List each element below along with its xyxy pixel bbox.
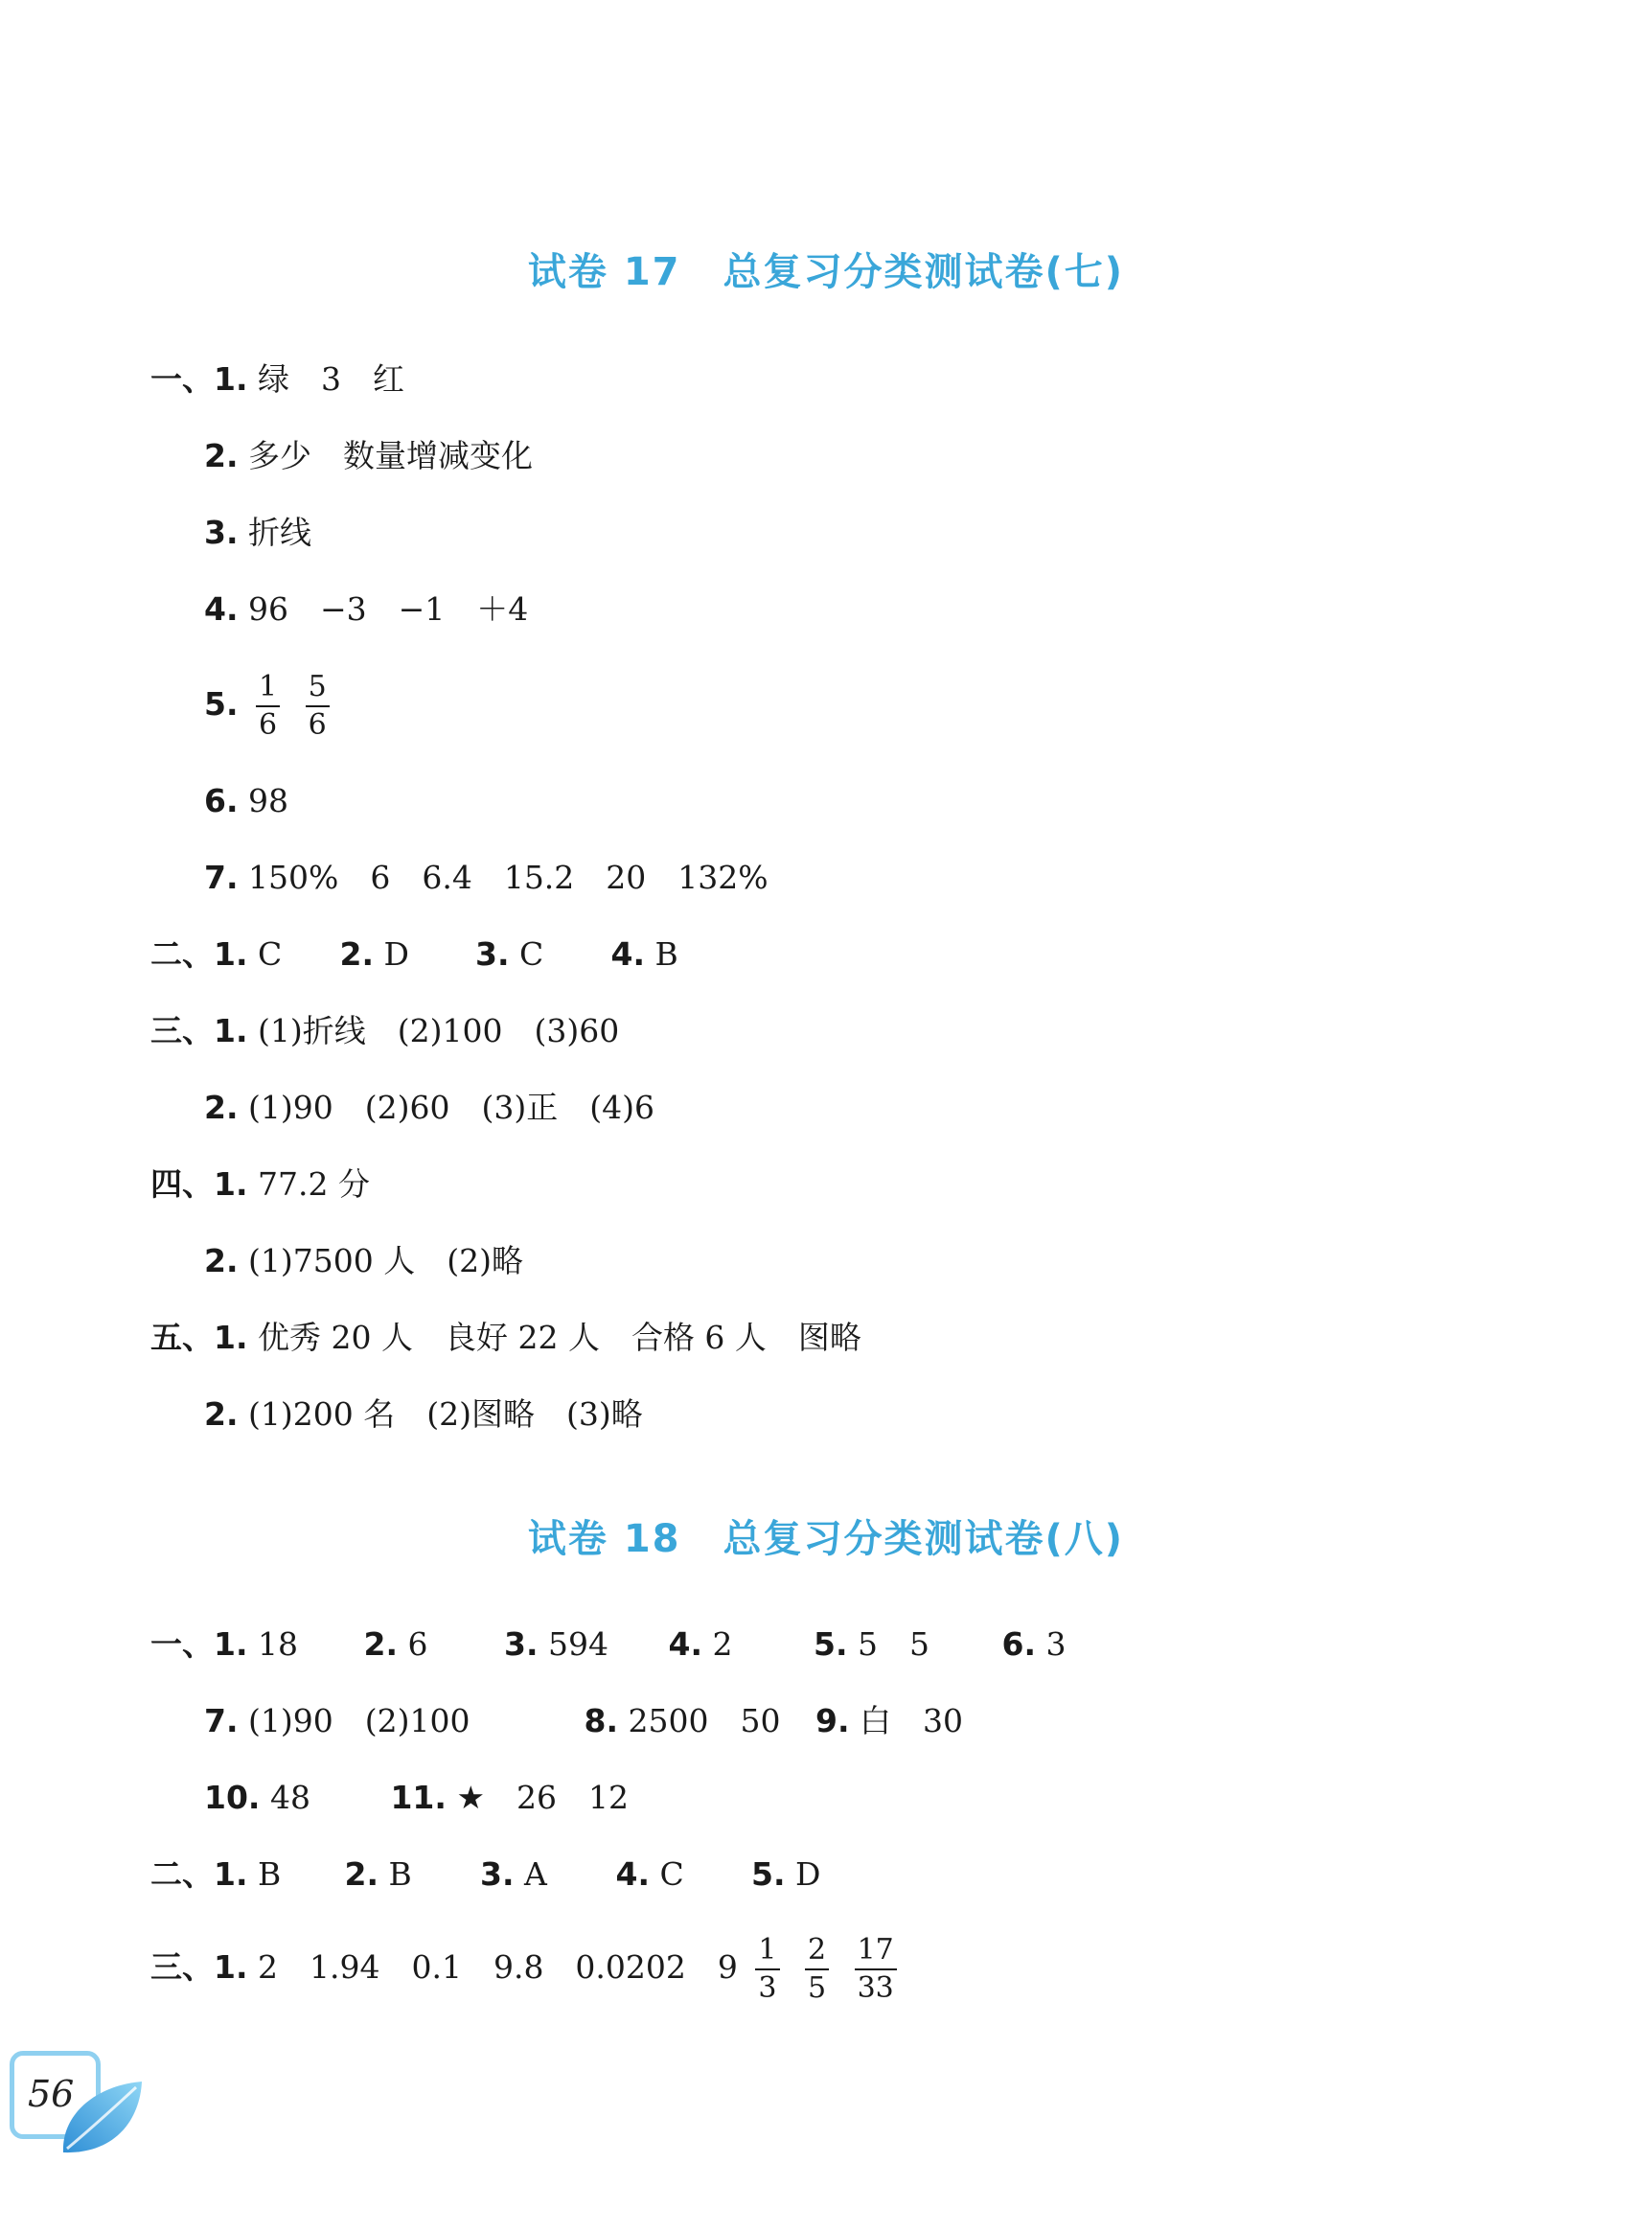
item-label: 三、1.	[150, 1948, 248, 1986]
answer-text: 2500 50	[628, 1702, 781, 1739]
answer-line-18-3-1	[150, 1932, 905, 2007]
answer-line-1-2	[204, 437, 533, 475]
item-label: 5.	[814, 1625, 848, 1663]
leaf-icon	[57, 2076, 146, 2158]
fraction: $\frac{5}{6}$	[306, 669, 330, 744]
page-number: 56	[28, 2073, 75, 2115]
answer-text: 绿 3 红	[258, 360, 404, 398]
answer-text: 3	[1045, 1625, 1067, 1663]
item-label: 5.	[751, 1855, 786, 1893]
answer-line-4-2	[204, 1242, 523, 1280]
section-18-title	[0, 1508, 1652, 1563]
item-label: 3.	[504, 1625, 539, 1663]
answer-text: (1)90 (2)60 (3)正 (4)6	[248, 1089, 654, 1126]
answer-line-18-2-1	[150, 1855, 820, 1894]
fraction: $\frac{2}{5}$	[805, 1932, 829, 2007]
item-label: 2.	[339, 935, 374, 973]
answer-text: B	[388, 1855, 412, 1893]
item-label: 11.	[390, 1779, 447, 1816]
answer-text: C	[519, 935, 544, 973]
section-18-number: 试卷 18	[527, 1517, 681, 1561]
item-label: 一、1.	[150, 360, 248, 398]
item-label: 2.	[204, 1242, 239, 1279]
item-label: 3.	[480, 1855, 515, 1893]
answer-line-3-2	[204, 1089, 654, 1127]
item-label: 3.	[475, 935, 510, 973]
section-17-number: 试卷 17	[527, 250, 681, 294]
answer-line-4-1	[150, 1165, 370, 1204]
item-label: 五、1.	[150, 1319, 248, 1356]
item-label: 2.	[204, 1395, 239, 1433]
answer-text: 98	[248, 782, 288, 819]
answer-text: (1)90 (2)100	[248, 1702, 470, 1739]
item-label: 一、1.	[150, 1625, 248, 1663]
fraction: $\frac{1}{6}$	[256, 669, 280, 744]
answer-text: B	[258, 1855, 282, 1893]
item-label: 2.	[344, 1855, 379, 1893]
item-label: 5.	[204, 685, 239, 723]
section-17-title	[0, 242, 1652, 296]
answer-line-18-1-10	[204, 1779, 629, 1817]
item-label: 9.	[815, 1702, 850, 1739]
item-label: 二、1.	[150, 1855, 248, 1893]
item-label: 三、1.	[150, 1012, 248, 1049]
answer-text: 折线	[248, 514, 311, 551]
item-label: 7.	[204, 1702, 239, 1739]
item-label: 10.	[204, 1779, 261, 1816]
answer-text: (1)200 名 (2)图略 (3)略	[248, 1395, 643, 1433]
answer-text: 多少 数量增减变化	[248, 437, 533, 474]
fraction: $\frac{1}{3}$	[755, 1932, 779, 2007]
answer-text: 5 5	[858, 1625, 929, 1663]
item-label: 2.	[204, 1089, 239, 1126]
answer-line-1-1	[150, 360, 404, 399]
fraction: $\frac{17}{33}$	[855, 1932, 897, 2007]
answer-text: D	[383, 935, 409, 973]
answer-text: A	[524, 1855, 547, 1893]
answer-text: C	[258, 935, 283, 973]
answer-line-1-5	[204, 669, 337, 744]
answer-text: (1)折线 (2)100 (3)60	[258, 1012, 620, 1049]
answer-line-5-2	[204, 1395, 643, 1434]
answer-text: 96 −3 −1 ＋4	[248, 590, 529, 628]
item-label: 7.	[204, 859, 239, 896]
answer-text: ★ 26 12	[456, 1779, 630, 1816]
answer-text: 48	[269, 1779, 310, 1816]
item-label: 2.	[204, 437, 239, 474]
answer-text: 150% 6 6.4 15.2 20 132%	[248, 859, 769, 896]
answer-line-1-3	[204, 514, 311, 552]
section-17-name: 总复习分类测试卷(七)	[723, 250, 1125, 294]
item-label: 8.	[584, 1702, 618, 1739]
answer-line-18-1-7	[204, 1702, 963, 1740]
item-label: 四、1.	[150, 1165, 248, 1203]
answer-line-1-4	[204, 590, 528, 629]
answer-text: B	[654, 935, 678, 973]
answer-line-1-6	[204, 782, 288, 820]
answer-text: 18	[258, 1625, 298, 1663]
answer-text: 594	[548, 1625, 608, 1663]
answer-text: D	[795, 1855, 821, 1893]
item-label: 4.	[668, 1625, 702, 1663]
answer-text: 6	[407, 1625, 428, 1663]
item-label: 6.	[1001, 1625, 1036, 1663]
answer-line-3-1	[150, 1012, 619, 1050]
item-label: 4.	[615, 1855, 650, 1893]
answer-text: C	[659, 1855, 684, 1893]
item-label: 4.	[610, 935, 645, 973]
answer-line-1-7	[204, 859, 769, 897]
answer-text: 白 30	[860, 1702, 963, 1739]
answer-text: 2	[712, 1625, 733, 1663]
answer-text: 77.2 分	[258, 1165, 370, 1203]
item-label: 3.	[204, 514, 239, 551]
answer-text: 2 1.94 0.1 9.8 0.0202 9	[258, 1948, 738, 1986]
item-label: 2.	[363, 1625, 398, 1663]
answer-line-18-1-1	[150, 1625, 1067, 1664]
item-label: 6.	[204, 782, 239, 819]
answer-line-5-1	[150, 1319, 861, 1357]
answer-text: (1)7500 人 (2)略	[248, 1242, 523, 1279]
item-label: 4.	[204, 590, 239, 628]
item-label: 二、1.	[150, 935, 248, 973]
section-18-name: 总复习分类测试卷(八)	[723, 1517, 1125, 1561]
answer-text: 优秀 20 人 良好 22 人 合格 6 人 图略	[258, 1319, 861, 1356]
answer-line-2-1	[150, 935, 678, 974]
